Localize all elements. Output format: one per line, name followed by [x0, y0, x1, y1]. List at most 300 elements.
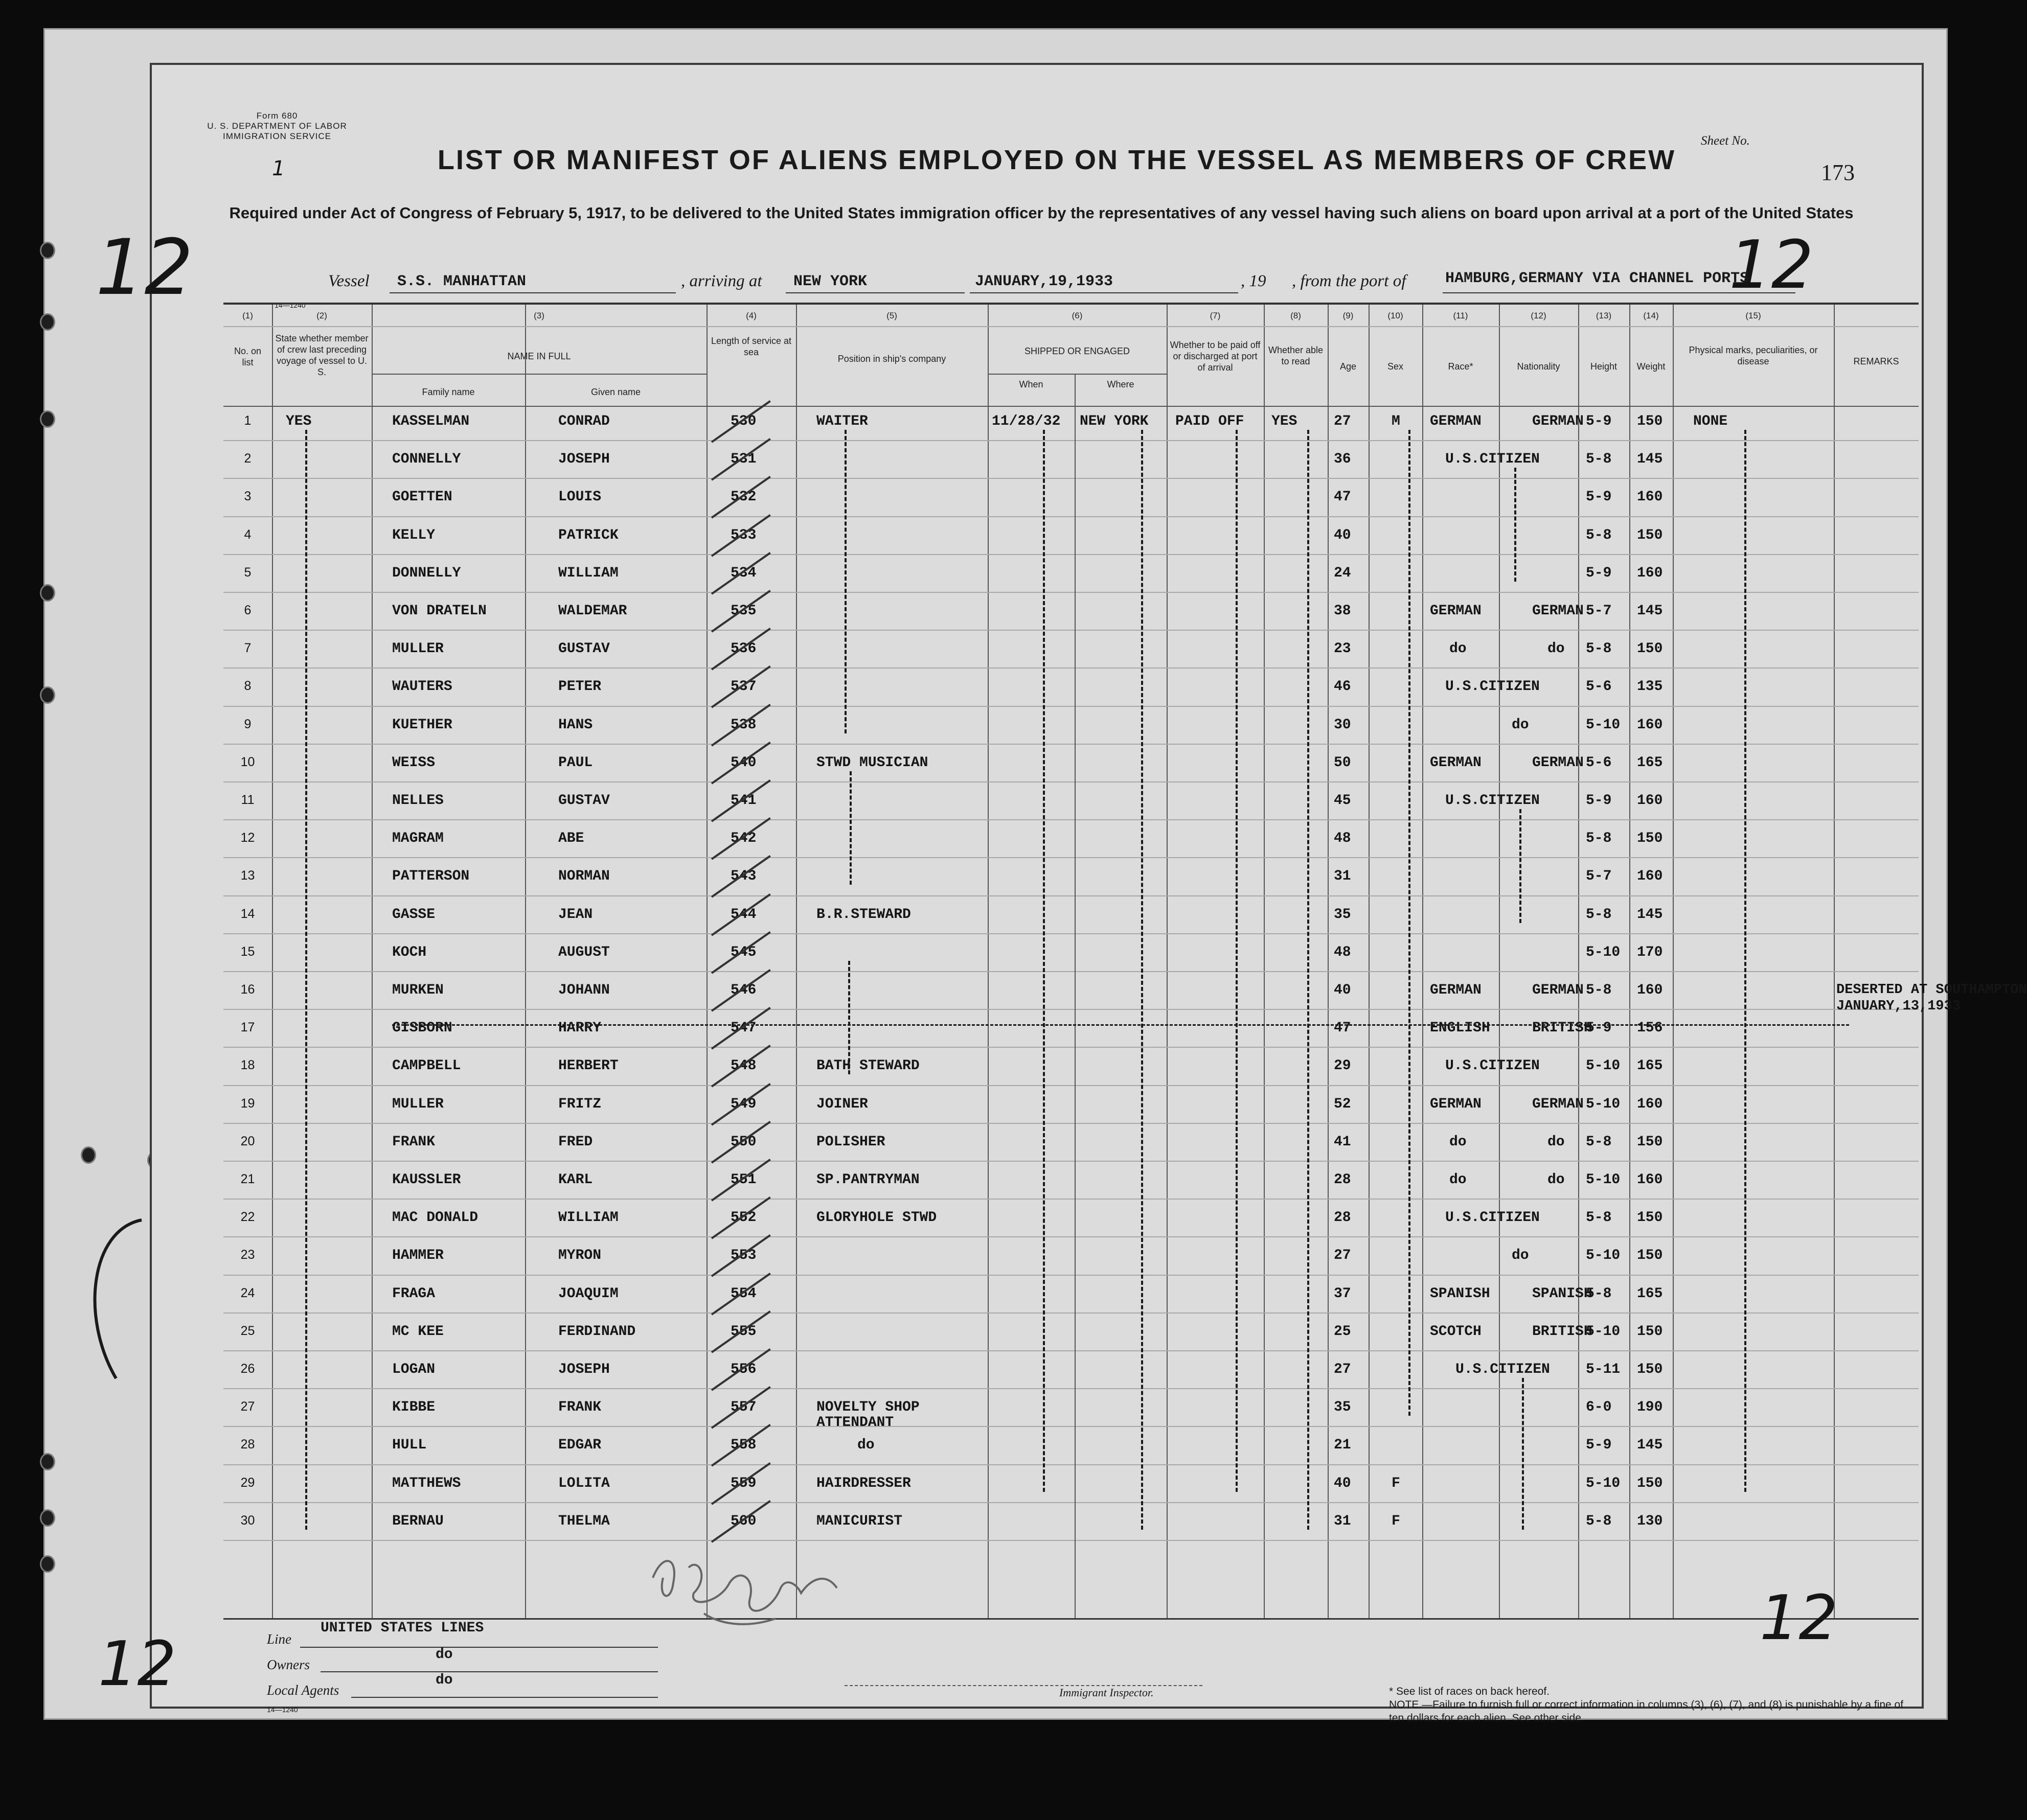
nationality-cell: BRITISH — [1532, 1323, 1592, 1340]
row-number: 9 — [244, 717, 252, 731]
column-number: (13) — [1596, 311, 1612, 320]
age-cell: 24 — [1334, 565, 1351, 581]
height-cell: 5-10 — [1586, 1323, 1621, 1340]
given-name-cell: KARL — [558, 1172, 593, 1188]
paid-off-cell: PAID OFF — [1175, 413, 1244, 429]
service-number-cell: 551 — [731, 1172, 757, 1188]
punch-hole — [40, 242, 55, 259]
given-name-cell: HANS — [558, 717, 593, 733]
check-slash — [711, 476, 771, 519]
family-name-cell: KUETHER — [392, 717, 452, 733]
check-slash — [711, 1121, 771, 1164]
year-label: , 19 — [1241, 272, 1266, 290]
race-cell: GERMAN — [1430, 754, 1482, 771]
age-cell: 37 — [1334, 1285, 1351, 1302]
column-rule — [1673, 305, 1674, 1618]
column-number: (14) — [1643, 311, 1659, 320]
given-name-cell: PATRICK — [558, 527, 619, 543]
family-name-cell: KASSELMAN — [392, 413, 470, 429]
row-number: 11 — [241, 793, 255, 807]
header-previous-voyage: State whether member of crew last preceding voyage of vessel to U. S. — [275, 333, 369, 377]
vessel-label: Vessel — [328, 272, 370, 290]
check-slash — [711, 665, 771, 708]
age-cell: 31 — [1334, 1513, 1351, 1529]
handwritten-number-bottom-left: 12 — [98, 1629, 176, 1700]
header-nationality: Nationality — [1517, 361, 1560, 372]
service-number-cell: 543 — [731, 868, 757, 885]
check-slash — [711, 1424, 771, 1467]
weight-cell: 150 — [1637, 831, 1663, 847]
agents-value: do — [436, 1672, 453, 1688]
race-cell: U.S.CITIZEN — [1455, 1362, 1550, 1377]
race-cell: do — [1512, 717, 1529, 733]
punch-hole — [40, 313, 55, 331]
remarks-cell: JANUARY,13,1933 — [1836, 999, 1961, 1014]
given-name-cell: PETER — [558, 679, 602, 695]
check-slash — [711, 969, 771, 1012]
binder-mark — [85, 1215, 147, 1384]
row-rule — [223, 478, 1919, 479]
age-cell: 52 — [1334, 1096, 1351, 1112]
given-name-cell: ABE — [558, 831, 584, 847]
check-slash — [711, 779, 771, 822]
age-cell: 27 — [1334, 1362, 1351, 1377]
row-rule — [223, 744, 1919, 745]
arrival-port: NEW YORK — [793, 273, 868, 290]
column-number: (1) — [242, 311, 253, 320]
check-slash — [711, 1196, 771, 1239]
family-name-cell: MC KEE — [392, 1323, 444, 1340]
age-cell: 31 — [1334, 868, 1351, 885]
punch-hole — [40, 1509, 55, 1527]
weight-cell: 150 — [1637, 1362, 1663, 1377]
row-number: 14 — [240, 906, 255, 921]
row-number: 15 — [240, 944, 255, 959]
header-rule — [223, 326, 1919, 327]
height-cell: 5-8 — [1586, 1513, 1612, 1529]
column-rule — [1328, 305, 1329, 1618]
given-name-cell: FRANK — [558, 1399, 602, 1416]
weight-cell: 160 — [1637, 1172, 1663, 1188]
age-cell: 35 — [1334, 1399, 1351, 1416]
row-number: 30 — [240, 1513, 255, 1528]
punch-hole — [40, 584, 55, 602]
service-name: IMMIGRATION SERVICE — [222, 131, 331, 141]
header-able-to-read: Whether able to read — [1268, 345, 1324, 366]
row-number: 29 — [240, 1475, 255, 1490]
service-number-cell: 559 — [731, 1475, 757, 1491]
height-cell: 5-10 — [1586, 1058, 1621, 1074]
nationality-cell: GERMAN — [1532, 413, 1584, 429]
nationality-cell: GERMAN — [1532, 603, 1584, 619]
service-number-cell: 544 — [731, 906, 757, 923]
arriving-label: , arriving at — [681, 272, 762, 290]
race-cell: ENGLISH — [1430, 1020, 1490, 1036]
penalty-note: NOTE.—Failure to furnish full or correct information in columns (3), (6), (7), and (8) is punishable by a fine of ten dollars for each alien. See other side. — [1389, 1699, 1904, 1724]
family-name-cell: BERNAU — [392, 1513, 444, 1529]
punch-hole — [81, 1146, 96, 1164]
nationality-cell: do — [1547, 1172, 1565, 1188]
weight-cell: 170 — [1637, 944, 1663, 960]
weight-cell: 145 — [1637, 906, 1663, 923]
age-cell: 41 — [1334, 1134, 1351, 1150]
ditto-dash — [850, 771, 852, 885]
inspector-signature — [643, 1547, 868, 1634]
sheet-label: Sheet No. — [1701, 134, 1750, 148]
weight-cell: 160 — [1637, 793, 1663, 809]
punch-hole — [40, 1555, 55, 1573]
family-name-cell: CONNELLY — [392, 451, 461, 468]
row-rule — [223, 857, 1919, 858]
position-cell: MANICURIST — [816, 1513, 903, 1529]
row-rule — [223, 667, 1919, 669]
sex-cell: F — [1392, 1513, 1400, 1529]
punch-hole — [40, 1453, 55, 1470]
row-number: 21 — [240, 1172, 255, 1186]
check-slash — [711, 1500, 771, 1543]
family-name-cell: WEISS — [392, 754, 436, 771]
row-rule — [223, 1085, 1919, 1086]
shipped-when-cell: 11/28/32 — [992, 413, 1061, 429]
header-remarks: REMARKS — [1853, 356, 1899, 366]
service-number-cell: 542 — [731, 831, 757, 847]
ditto-dash — [845, 430, 847, 733]
race-cell: GERMAN — [1430, 603, 1482, 619]
family-name-cell: KOCH — [392, 944, 427, 960]
page-title: LIST OR MANIFEST OF ALIENS EMPLOYED ON THE VESSEL AS MEMBERS OF CREW — [437, 145, 1676, 175]
given-name-cell: JOAQUIM — [558, 1285, 619, 1302]
race-cell: U.S.CITIZEN — [1445, 451, 1540, 468]
footer-notes — [1389, 1685, 1905, 1725]
race-cell: U.S.CITIZEN — [1445, 1210, 1540, 1226]
column-rule — [1167, 305, 1168, 1618]
height-cell: 5-10 — [1586, 1172, 1621, 1188]
given-name-cell: JOSEPH — [558, 451, 610, 468]
row-rule — [223, 1388, 1919, 1389]
header-given-name: Given name — [590, 387, 641, 397]
service-number-cell: 531 — [731, 451, 757, 468]
height-cell: 5-9 — [1586, 1020, 1612, 1036]
row-rule — [223, 1540, 1919, 1541]
position-cell: JOINER — [816, 1096, 868, 1112]
ditto-dash — [1522, 1378, 1524, 1530]
column-number: (6) — [1072, 311, 1083, 320]
row-number: 20 — [240, 1134, 255, 1148]
column-rule — [1499, 305, 1500, 1618]
header-rule — [988, 374, 1167, 375]
given-name-cell: JEAN — [558, 906, 593, 923]
check-slash — [711, 1234, 771, 1277]
row-rule — [223, 554, 1919, 555]
height-cell: 5-9 — [1586, 1437, 1612, 1454]
row-number: 24 — [240, 1285, 255, 1300]
given-name-cell: FRITZ — [558, 1096, 602, 1112]
column-rule — [1834, 305, 1835, 1618]
form-identifier — [180, 111, 374, 142]
service-number-cell: 535 — [731, 603, 757, 619]
age-cell: 40 — [1334, 982, 1351, 998]
row-rule — [223, 706, 1919, 707]
height-cell: 5-7 — [1586, 868, 1612, 885]
row-rule — [223, 440, 1919, 441]
sheet-number: 173 — [1821, 160, 1855, 185]
footer-agents — [231, 1620, 947, 1708]
family-name-cell: MAC DONALD — [392, 1210, 479, 1226]
row-number: 17 — [240, 1020, 255, 1035]
service-number-cell: 537 — [731, 679, 757, 695]
check-slash — [711, 438, 771, 481]
row-number: 23 — [240, 1248, 255, 1262]
weight-cell: 160 — [1637, 1096, 1663, 1112]
header-shipped-or-engaged: SHIPPED OR ENGAGED — [1024, 346, 1130, 356]
header-sex: Sex — [1387, 361, 1404, 372]
race-cell: U.S.CITIZEN — [1445, 679, 1540, 695]
manifest-form — [96, 63, 2027, 1724]
row-rule — [223, 1312, 1919, 1314]
column-rule — [796, 305, 797, 1618]
position-cell: POLISHER — [816, 1134, 885, 1150]
age-cell: 28 — [1334, 1172, 1351, 1188]
position-cell-continued: ATTENDANT — [816, 1415, 894, 1431]
ditto-dash — [1514, 468, 1516, 582]
age-cell: 25 — [1334, 1323, 1351, 1340]
row-rule — [223, 895, 1919, 896]
row-number: 27 — [240, 1399, 255, 1414]
height-cell: 5-6 — [1586, 679, 1612, 695]
given-name-cell: PAUL — [558, 754, 593, 771]
row-rule — [223, 1236, 1919, 1237]
service-number-cell: 553 — [731, 1248, 757, 1264]
height-cell: 5-8 — [1586, 982, 1612, 998]
check-slash — [711, 893, 771, 936]
header-length-of-service: Length of service at sea — [711, 336, 792, 357]
check-slash — [711, 855, 771, 898]
height-cell: 5-7 — [1586, 603, 1612, 619]
handwritten-number-right: 12 — [1729, 226, 1814, 304]
weight-cell: 165 — [1637, 754, 1663, 771]
row-number: 16 — [240, 982, 255, 997]
header-name-in-full: NAME IN FULL — [507, 351, 571, 361]
race-cell: do — [1449, 1134, 1467, 1150]
header-family-name: Family name — [422, 387, 475, 397]
family-name-cell: PATTERSON — [392, 868, 470, 885]
row-rule — [223, 1426, 1919, 1427]
races-note: * See list of races on back hereof. — [1389, 1686, 1550, 1697]
height-cell: 5-10 — [1586, 1096, 1621, 1112]
age-cell: 36 — [1334, 451, 1351, 468]
column-number: (5) — [886, 311, 897, 320]
check-slash — [711, 1273, 771, 1316]
position-cell: B.R.STEWARD — [816, 906, 911, 923]
owners-value: do — [436, 1647, 453, 1663]
given-name-cell: FERDINAND — [558, 1323, 636, 1340]
column-number: (15) — [1745, 311, 1761, 320]
nationality-cell: SPANISH — [1532, 1285, 1592, 1302]
race-cell: SCOTCH — [1430, 1323, 1482, 1340]
service-number-cell: 541 — [731, 793, 757, 809]
column-rule — [1264, 305, 1265, 1618]
row-number: 12 — [240, 831, 255, 845]
row-rule — [223, 1502, 1919, 1503]
weight-cell: 145 — [1637, 603, 1663, 619]
family-name-cell: GISBORN — [392, 1020, 452, 1036]
check-slash — [711, 1348, 771, 1391]
row-rule — [223, 516, 1919, 517]
row-number: 2 — [244, 451, 252, 466]
family-name-cell: HULL — [392, 1437, 427, 1454]
weight-cell: 150 — [1637, 641, 1663, 657]
check-slash — [711, 704, 771, 747]
age-cell: 38 — [1334, 603, 1351, 619]
position-cell: STWD MUSICIAN — [816, 754, 928, 771]
column-rule — [1578, 305, 1579, 1618]
weight-cell: 160 — [1637, 489, 1663, 505]
header-age: Age — [1339, 361, 1357, 372]
age-cell: 40 — [1334, 1475, 1351, 1491]
column-rule — [372, 305, 373, 1618]
family-name-cell: LOGAN — [392, 1362, 436, 1377]
family-name-cell: VON DRATELN — [392, 603, 487, 619]
check-slash — [711, 1159, 771, 1202]
row-rule — [223, 1047, 1919, 1048]
age-cell: 50 — [1334, 754, 1351, 771]
given-name-cell: HARRY — [558, 1020, 602, 1036]
given-name-cell: JOHANN — [558, 982, 610, 998]
header-where: Where — [1107, 379, 1134, 389]
print-code: 14—1240 — [275, 301, 306, 309]
age-cell: 30 — [1334, 717, 1351, 733]
family-name-cell: FRAGA — [392, 1285, 436, 1302]
service-number-cell: 538 — [731, 717, 757, 733]
age-cell: 27 — [1334, 413, 1351, 429]
service-number-cell: 546 — [731, 982, 757, 998]
column-number: (4) — [746, 311, 757, 320]
family-name-cell: WAUTERS — [392, 679, 452, 695]
position-cell: HAIRDRESSER — [816, 1475, 911, 1491]
service-number-cell: 532 — [731, 489, 757, 505]
weight-cell: 130 — [1637, 1513, 1663, 1529]
handwritten-number-bottom-right: 12 — [1760, 1583, 1838, 1654]
check-slash — [711, 1083, 771, 1126]
form-number: Form 680 — [256, 111, 298, 121]
remarks-cell: DESERTED AT SOUTHAMPTON — [1836, 982, 2027, 998]
given-name-cell: HERBERT — [558, 1058, 619, 1074]
punch-hole — [40, 410, 55, 428]
age-cell: 47 — [1334, 1020, 1351, 1036]
check-slash — [711, 514, 771, 557]
column-rule — [1629, 305, 1630, 1618]
nationality-cell: GERMAN — [1532, 1096, 1584, 1112]
height-cell: 5-10 — [1586, 1475, 1621, 1491]
height-cell: 5-9 — [1586, 489, 1612, 505]
given-name-cell: FRED — [558, 1134, 593, 1150]
race-cell: GERMAN — [1430, 413, 1482, 429]
row-number: 22 — [240, 1210, 255, 1225]
race-cell: do — [1449, 1172, 1467, 1188]
weight-cell: 145 — [1637, 451, 1663, 468]
weight-cell: 150 — [1637, 527, 1663, 543]
height-cell: 5-8 — [1586, 831, 1612, 847]
row-number: 28 — [240, 1437, 255, 1452]
family-name-cell: KIBBE — [392, 1399, 436, 1416]
ditto-dash — [1043, 430, 1045, 1492]
header-race: Race* — [1448, 361, 1473, 372]
departure-port: HAMBURG,GERMANY VIA CHANNEL PORTS — [1445, 270, 1749, 287]
height-cell: 5-11 — [1586, 1362, 1621, 1377]
header-when: When — [1019, 379, 1043, 389]
race-cell: U.S.CITIZEN — [1445, 793, 1540, 809]
row-number: 3 — [244, 489, 252, 504]
height-cell: 5-9 — [1586, 413, 1612, 429]
family-name-cell: MULLER — [392, 641, 444, 657]
height-cell: 5-6 — [1586, 754, 1612, 771]
check-slash — [711, 628, 771, 671]
punch-hole — [40, 686, 55, 704]
weight-cell: 160 — [1637, 565, 1663, 581]
weight-cell: 150 — [1637, 1475, 1663, 1491]
column-number: (10) — [1387, 311, 1403, 320]
given-name-cell: WILLIAM — [558, 1210, 619, 1226]
position-cell: NOVELTY SHOP — [816, 1399, 920, 1416]
deserted-strike-line — [392, 1024, 1849, 1026]
check-slash — [711, 590, 771, 633]
row-rule — [223, 1464, 1919, 1465]
family-name-cell: DONNELLY — [392, 565, 461, 581]
row-rule — [223, 1123, 1919, 1124]
row-number: 25 — [240, 1323, 255, 1338]
given-name-cell: GUSTAV — [558, 641, 610, 657]
given-name-cell: WALDEMAR — [558, 603, 627, 619]
weight-cell: 190 — [1637, 1399, 1663, 1416]
given-name-cell: GUSTAV — [558, 793, 610, 809]
family-name-cell: MATTHEWS — [392, 1475, 461, 1491]
service-number-cell: 540 — [731, 754, 757, 771]
sex-cell: M — [1392, 413, 1400, 429]
race-cell: GERMAN — [1430, 1096, 1482, 1112]
service-number-cell: 536 — [731, 641, 757, 657]
position-cell: do — [857, 1437, 875, 1454]
column-rule — [988, 305, 989, 1618]
service-number-cell: 558 — [731, 1437, 757, 1454]
row-number: 26 — [240, 1362, 255, 1376]
weight-cell: 145 — [1637, 1437, 1663, 1454]
ditto-dash — [848, 961, 850, 1075]
vessel-name: S.S. MANHATTAN — [397, 273, 527, 290]
row-rule — [223, 971, 1919, 972]
arrival-date: JANUARY,19,1933 — [975, 273, 1113, 290]
age-cell: 40 — [1334, 527, 1351, 543]
race-cell: GERMAN — [1430, 982, 1482, 998]
agents-label: Local Agents — [267, 1683, 339, 1698]
weight-cell: 165 — [1637, 1058, 1663, 1074]
race-cell: do — [1449, 641, 1467, 657]
service-number-cell: 534 — [731, 565, 757, 581]
row-number: 18 — [240, 1058, 255, 1073]
nationality-cell: do — [1547, 1134, 1565, 1150]
shipped-where-cell: NEW YORK — [1080, 413, 1149, 429]
ditto-dash — [1519, 809, 1521, 923]
ditto-dash — [1307, 430, 1309, 1530]
row-rule — [223, 630, 1919, 631]
check-slash — [711, 1386, 771, 1429]
check-slash — [711, 931, 771, 974]
family-name-cell: GASSE — [392, 906, 436, 923]
nationality-cell: GERMAN — [1532, 982, 1584, 998]
age-cell: 29 — [1334, 1058, 1351, 1074]
line-label: Line — [267, 1631, 292, 1647]
owners-label: Owners — [267, 1657, 310, 1672]
age-cell: 48 — [1334, 944, 1351, 960]
